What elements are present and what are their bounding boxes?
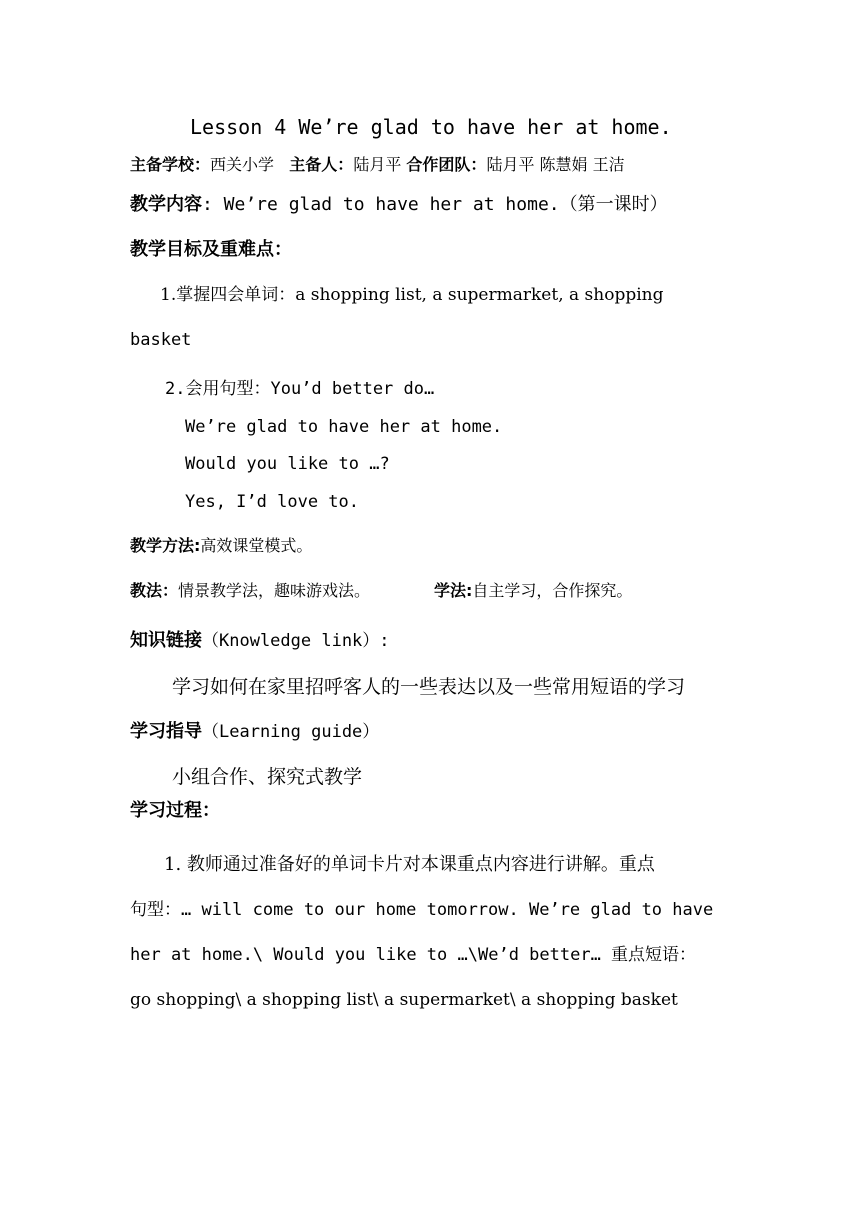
objective-item-2: 2.会用句型：You’d better do… <box>165 379 435 399</box>
knowledge-label-en: （Knowledge link）: <box>202 631 390 651</box>
sentence-pattern: We’re glad to have her at home. <box>185 417 503 437</box>
objective-item-1: 1.掌握四会单词：a shopping list, a supermarket, a shopping <box>160 285 664 305</box>
process-line: go shopping\ a shopping list\ a supermarket\ a shopping basket <box>130 990 678 1010</box>
process-heading: 学习过程： <box>130 800 220 821</box>
methods-line <box>130 538 312 554</box>
team-label: 合作团队： <box>406 155 487 174</box>
process-line: 1. 教师通过准备好的单词卡片对本课重点内容进行讲解。重点 <box>164 854 655 875</box>
preparer-value: 陆月平 <box>353 155 402 174</box>
process-line: her at home.\ Would you like to …\We’d better… 重点短语： <box>130 945 697 965</box>
methods-value: 高效课堂模式。 <box>200 536 313 555</box>
teaching-method-label-line <box>130 583 370 599</box>
guide-text: 小组合作、探究式教学 <box>172 766 363 788</box>
knowledge-text: 学习如何在家里招呼客人的一些表达以及一些常用短语的学习 <box>172 676 686 698</box>
teaching-value: 情景教学法，趣味游戏法。 <box>178 581 371 600</box>
team-value: 陆月平 陈慧娟 王洁 <box>486 155 625 174</box>
process-line: 句型：… will come to our home tomorrow. We’re glad to have <box>130 900 714 920</box>
guide-label: 学习指导 <box>130 721 202 742</box>
info-line <box>130 157 625 173</box>
school-value: 西关小学 <box>210 155 275 174</box>
teaching-label: 教法： <box>130 581 179 600</box>
school-label: 主备学校： <box>130 155 211 174</box>
content-label: 教学内容 <box>130 194 202 215</box>
methods-label: 教学方法: <box>130 536 201 555</box>
knowledge-label: 知识链接 <box>130 630 202 651</box>
preparer-label: 主备人： <box>289 155 354 174</box>
objectives-heading: 教学目标及重难点： <box>130 239 292 260</box>
learning-value: 自主学习，合作探究。 <box>472 581 633 600</box>
guide-heading <box>130 723 379 741</box>
sentence-pattern: Would you like to …? <box>185 454 390 474</box>
learning-method-line <box>434 583 632 599</box>
content-value: : We’re glad to have her at home.（第一课时） <box>202 194 668 215</box>
objective-item-1-cont: basket <box>130 330 192 350</box>
guide-label-en: （Learning guide） <box>202 722 380 742</box>
content-line <box>130 196 668 214</box>
lesson-title: Lesson 4 We’re glad to have her at home. <box>190 115 672 139</box>
learning-label: 学法: <box>434 581 473 600</box>
knowledge-heading <box>130 632 390 650</box>
sentence-pattern: Yes, I’d love to. <box>185 492 359 512</box>
